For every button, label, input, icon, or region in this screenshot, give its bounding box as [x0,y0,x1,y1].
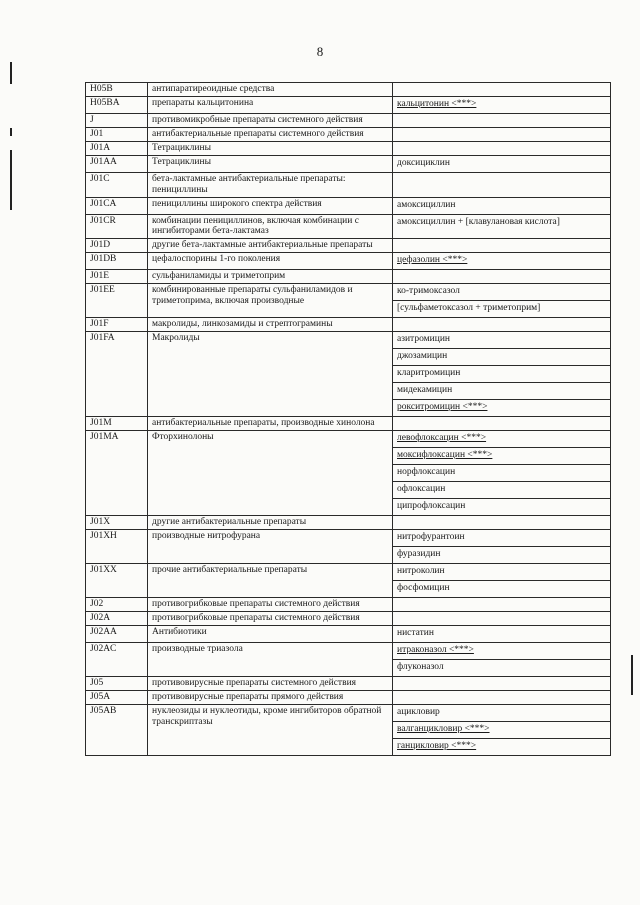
drug-name: кларитромицин [397,368,461,379]
group-name-cell: препараты кальцитонина [148,96,393,113]
drug-name: амоксициллин + [клавулановая кислота] [397,216,560,227]
drug-list-cell [393,597,611,611]
atc-code-cell: J02A [86,611,148,625]
table-body [86,83,611,756]
drug-list-cell [393,516,611,530]
drug-list-cell [393,83,611,97]
atc-code-cell: J01 [86,127,148,141]
group-name-cell: бета-лактамные антибактериальные препараты: пенициллины [148,172,393,197]
table-row [86,155,611,172]
table-row [86,563,611,597]
group-name-cell: макролиды, линкозамиды и стрептограмины [148,318,393,332]
margin-mark-left [10,150,12,210]
drug-name: [сульфаметоксазол + триметоприм] [397,303,541,314]
group-name-cell: производные триазола [148,642,393,676]
table-row [86,529,611,563]
group-name-cell: антибактериальные препараты системного действия [148,127,393,141]
drug-name: рокситромицин <***> [397,402,488,413]
drug-item [393,156,610,172]
group-name-cell: Антибиотики [148,625,393,642]
table-row [86,516,611,530]
group-name-cell: цефалоспорины 1-го поколения [148,253,393,270]
drug-item [393,482,610,499]
table-row [86,141,611,155]
drug-name: флуконазол [397,661,444,672]
atc-code-cell: J01XH [86,529,148,563]
drug-item [393,253,610,269]
table-row [86,676,611,690]
drug-list-cell [393,563,611,597]
atc-code-cell: J [86,113,148,127]
group-name-cell: другие бета-лактамные антибактериальные препараты [148,239,393,253]
drug-list-cell [393,127,611,141]
atc-code-cell: J05 [86,676,148,690]
table-row [86,284,611,318]
drug-list-cell [393,96,611,113]
drug-name: джозамицин [397,351,448,362]
drug-item [393,332,610,349]
group-name-cell: противомикробные препараты системного действия [148,113,393,127]
group-name-cell: Макролиды [148,332,393,417]
group-name-cell: комбинированные препараты сульфаниламидов и триметоприма, включая производные [148,284,393,318]
drug-name: мидекамицин [397,385,453,396]
atc-code-cell: J01A [86,141,148,155]
table-row [86,127,611,141]
atc-code-cell: J02AA [86,625,148,642]
table-row [86,113,611,127]
drug-item [393,581,610,597]
drug-item [393,366,610,383]
drug-item [393,198,610,214]
group-name-cell: противовирусные препараты системного действия [148,676,393,690]
atc-code-cell: J02 [86,597,148,611]
drug-list-cell [393,284,611,318]
table-row [86,253,611,270]
drug-list-cell [393,113,611,127]
table-row [86,611,611,625]
drug-name: фосфомицин [397,582,450,593]
atc-code-cell: J01XX [86,563,148,597]
atc-code-cell: J05AB [86,704,148,755]
atc-code-cell: J01X [86,516,148,530]
drug-item [393,626,610,642]
drug-item [393,660,610,676]
drug-name: ганцикловир <***> [397,740,477,751]
drug-list-cell [393,172,611,197]
drug-name: офлоксацин [397,484,446,495]
drug-name: итраконазол <***> [397,644,474,655]
drug-list-cell [393,625,611,642]
table-row [86,597,611,611]
drug-item [393,349,610,366]
drug-name: ацикловир [397,706,440,717]
drug-item [393,284,610,301]
drug-item [393,643,610,660]
drug-name: левофлоксацин <***> [397,433,487,444]
margin-mark-left [10,62,12,84]
drug-name: ципрофлоксацин [397,501,466,512]
group-name-cell: антибактериальные препараты, производные хинолона [148,417,393,431]
table-row [86,431,611,516]
drug-name: кальцитонин <***> [397,98,477,109]
drug-name: доксициклин [397,157,450,168]
drug-item [393,547,610,563]
drug-name: азитромицин [397,334,450,345]
atc-code-cell: J01C [86,172,148,197]
table-row [86,332,611,417]
group-name-cell: комбинации пенициллинов, включая комбинации с ингибиторами бета-лактамаз [148,214,393,239]
atc-code-cell: J01AA [86,155,148,172]
drug-list-cell [393,611,611,625]
drug-item [393,431,610,448]
group-name-cell: противогрибковые препараты системного действия [148,597,393,611]
table-row [86,270,611,284]
group-name-cell: противовирусные препараты прямого действия [148,690,393,704]
drug-name: нистатин [397,627,434,638]
drug-item [393,739,610,755]
atc-code-cell: J01FA [86,332,148,417]
drug-list-cell [393,155,611,172]
drug-list-cell [393,197,611,214]
atc-code-cell: J01EE [86,284,148,318]
group-name-cell: противогрибковые препараты системного действия [148,611,393,625]
group-name-cell: прочие антибактериальные препараты [148,563,393,597]
table-row [86,642,611,676]
atc-code-cell: J01DB [86,253,148,270]
drug-list-cell [393,141,611,155]
drug-item [393,383,610,400]
drug-list-cell [393,332,611,417]
atc-code-cell: J01M [86,417,148,431]
drug-list-cell [393,704,611,755]
drug-item [393,499,610,515]
atc-code-cell: J01CR [86,214,148,239]
group-name-cell: производные нитрофурана [148,529,393,563]
drug-item [393,564,610,581]
atc-code-cell: H05BA [86,96,148,113]
table-row [86,417,611,431]
drug-name: нитроколин [397,565,445,576]
table-row [86,83,611,97]
drug-name: нитрофурантоин [397,531,465,542]
group-name-cell: Тетрациклины [148,155,393,172]
drug-name: моксифлоксацин <***> [397,450,493,461]
group-name-cell: Тетрациклины [148,141,393,155]
drug-item [393,530,610,547]
drug-list-cell [393,676,611,690]
group-name-cell: другие антибактериальные препараты [148,516,393,530]
atc-code-cell: J02AC [86,642,148,676]
drug-list-cell [393,270,611,284]
table-row [86,96,611,113]
page-number: 8 [316,44,324,59]
atc-code-cell: H05B [86,83,148,97]
group-name-cell: антипаратиреоидные средства [148,83,393,97]
table-row [86,690,611,704]
table-row [86,318,611,332]
group-name-cell: пенициллины широкого спектра действия [148,197,393,214]
drug-item [393,301,610,317]
drug-name: фуразидин [397,548,441,559]
atc-code-cell: J01CA [86,197,148,214]
drug-item [393,448,610,465]
group-name-cell: Фторхинолоны [148,431,393,516]
table-row [86,704,611,755]
drug-list-cell [393,253,611,270]
table-row [86,172,611,197]
drug-item [393,705,610,722]
atc-code-cell: J01MA [86,431,148,516]
margin-mark-right [631,655,633,695]
drug-item [393,465,610,482]
atc-code-cell: J01E [86,270,148,284]
drug-list-cell [393,642,611,676]
table-row [86,197,611,214]
drug-name: ко-тримоксазол [397,286,460,297]
group-name-cell: сульфаниламиды и триметоприм [148,270,393,284]
drug-name: амоксициллин [397,199,456,210]
drug-list-cell [393,431,611,516]
drug-name: цефазолин <***> [397,255,468,266]
drug-item [393,400,610,416]
drug-item [393,97,610,113]
drug-list-cell [393,529,611,563]
drug-list-cell [393,318,611,332]
atc-code-cell: J01F [86,318,148,332]
drug-list-cell [393,417,611,431]
drug-list-cell [393,690,611,704]
table-row [86,214,611,239]
drug-item [393,722,610,739]
table-row [86,239,611,253]
group-name-cell: нуклеозиды и нуклеотиды, кроме ингибиторов обратной транскриптазы [148,704,393,755]
atc-code-cell: J01D [86,239,148,253]
margin-mark-left [10,128,12,136]
drug-name: валганцикловир <***> [397,723,490,734]
drug-list-cell [393,214,611,239]
table-row [86,625,611,642]
atc-code-cell: J05A [86,690,148,704]
drug-name: норфлоксацин [397,467,456,478]
drug-list-cell [393,239,611,253]
drug-item [393,215,610,231]
drug-classification-table [85,82,611,756]
